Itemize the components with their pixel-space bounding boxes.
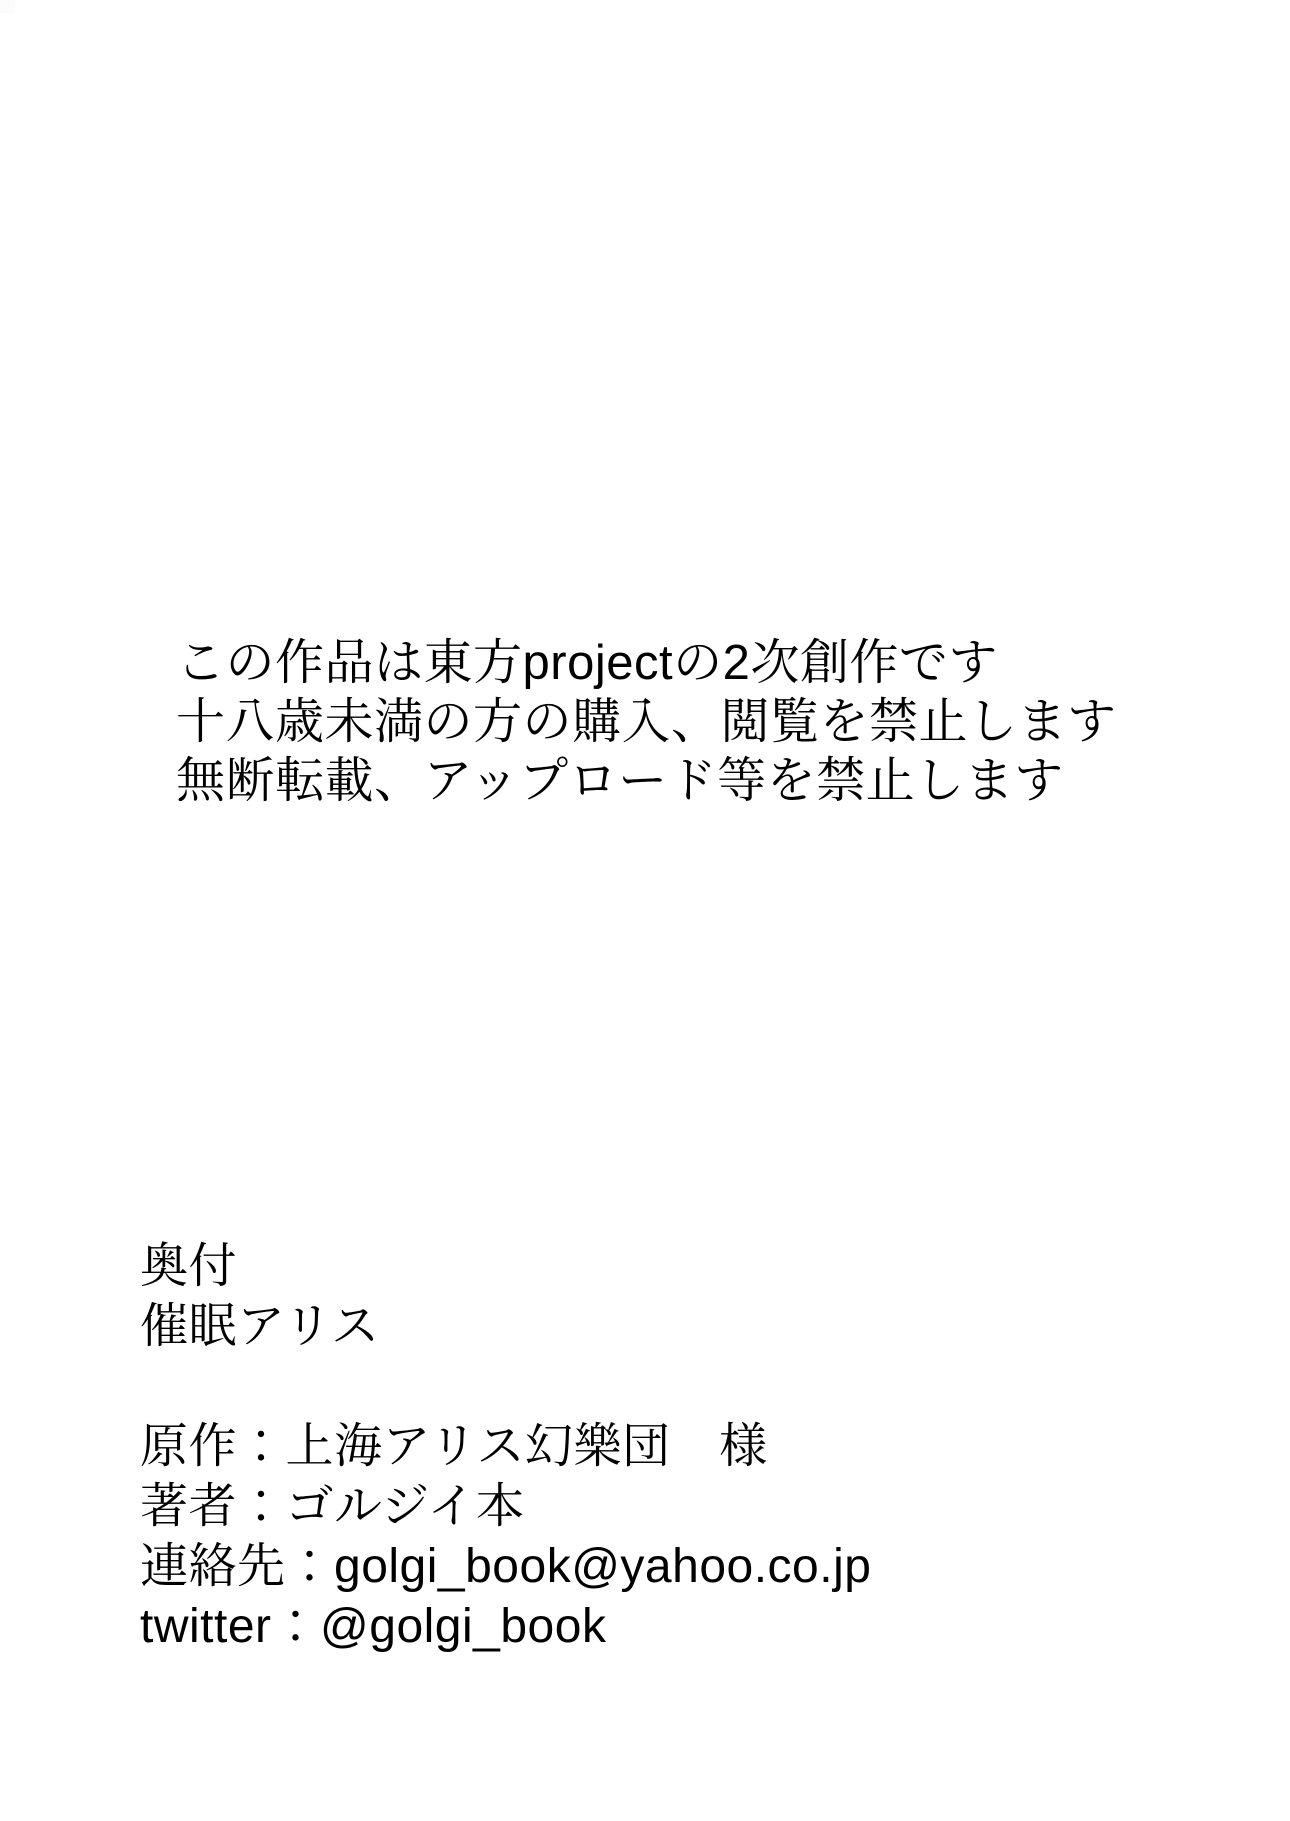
credit-line-author: 著者：ゴルジイ本: [140, 1480, 525, 1533]
colophon-block: [140, 1237, 871, 1657]
spacer-line: [140, 1357, 871, 1417]
credit-line-twitter: twitter：@golgi_book: [140, 1600, 607, 1653]
work-title: 催眠アリス: [140, 1300, 380, 1353]
scan-artifact: [0, 0, 15, 13]
credit-line-original-work: 原作：上海アリス幻樂団 様: [140, 1420, 768, 1473]
copyright-notice: [176, 634, 1117, 811]
notice-line-derivative-work: この作品は東方projectの2次創作です: [176, 636, 998, 690]
credit-line-contact-email: 連絡先：golgi_book@yahoo.co.jp: [140, 1540, 872, 1593]
notice-line-no-reupload: 無断転載、アップロード等を禁止します: [176, 754, 1064, 808]
colophon-heading: 奥付: [140, 1240, 238, 1293]
notice-line-age-restriction: 十八歳未満の方の購入、閲覧を禁止します: [176, 695, 1117, 749]
